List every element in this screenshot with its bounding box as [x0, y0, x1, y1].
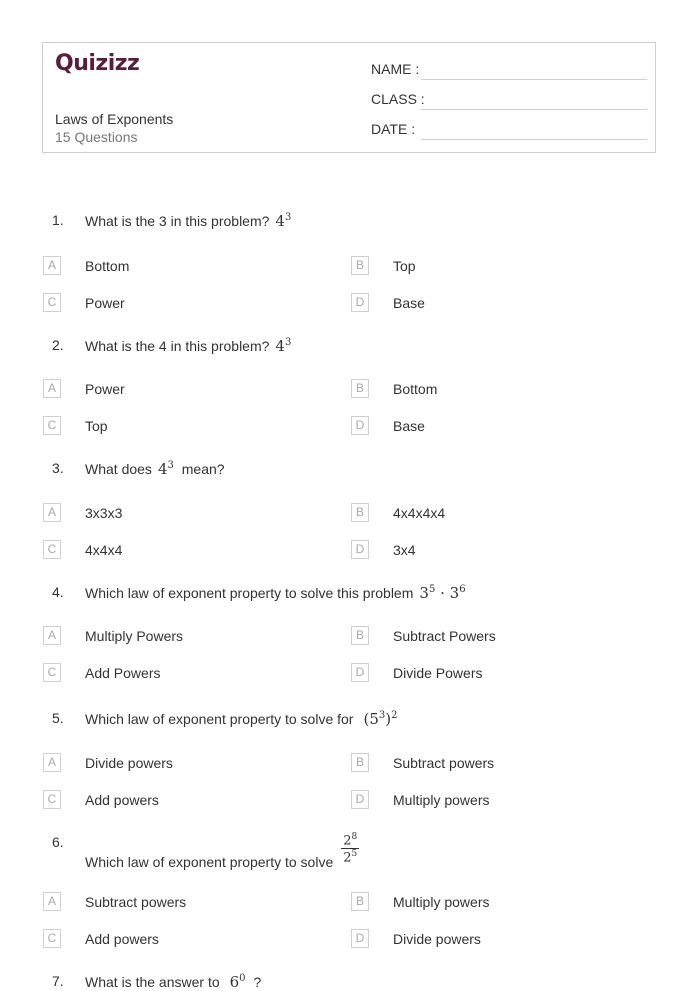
- option-a: 3x3x3: [85, 505, 123, 521]
- option-letter-c: C: [43, 293, 61, 312]
- math-expression: $3^5 \cdot 3^6$: [419, 584, 466, 602]
- option-letter-b: B: [351, 753, 369, 772]
- option-b: Multiply powers: [393, 894, 490, 910]
- question-number: 3.: [52, 460, 64, 476]
- question-text: What is the 4 in this problem? $4^3$: [85, 337, 292, 355]
- question-text: What does $4^3$ mean?: [85, 460, 225, 478]
- option-letter-a: A: [43, 256, 61, 275]
- option-letter-a: A: [43, 753, 61, 772]
- math-expression: $4^3$: [275, 212, 292, 230]
- question-text: Which law of exponent property to solve for $(5^3)^2$: [85, 710, 398, 728]
- option-c: Add Powers: [85, 665, 161, 681]
- question-text: What is the 3 in this problem? $4^3$: [85, 212, 292, 230]
- option-d: Base: [393, 295, 425, 311]
- option-c: 4x4x4: [85, 542, 123, 558]
- option-letter-b: B: [351, 379, 369, 398]
- option-letter-d: D: [351, 416, 369, 435]
- option-letter-c: C: [43, 790, 61, 809]
- option-letter-d: D: [351, 929, 369, 948]
- question-text: What is the answer to $6^0$ ?: [85, 973, 262, 991]
- option-letter-b: B: [351, 892, 369, 911]
- class-label: CLASS :: [371, 91, 425, 107]
- question-number: 1.: [52, 212, 64, 228]
- option-c: Top: [85, 418, 108, 434]
- math-expression: $(5^3)^2$: [363, 710, 398, 728]
- option-letter-a: A: [43, 892, 61, 911]
- option-letter-a: A: [43, 503, 61, 522]
- option-letter-c: C: [43, 416, 61, 435]
- option-c: Power: [85, 295, 125, 311]
- question-number: 6.: [52, 834, 64, 850]
- option-a: Multiply Powers: [85, 628, 184, 644]
- name-line: [421, 79, 647, 80]
- math-expression: $4^3$: [157, 460, 174, 478]
- option-letter-c: C: [43, 929, 61, 948]
- option-d: Base: [393, 418, 425, 434]
- option-letter-b: B: [351, 503, 369, 522]
- option-letter-a: A: [43, 379, 61, 398]
- option-a: Divide powers: [85, 755, 173, 771]
- option-letter-d: D: [351, 663, 369, 682]
- option-a: Subtract powers: [85, 894, 187, 910]
- option-letter-b: B: [351, 256, 369, 275]
- option-letter-c: C: [43, 663, 61, 682]
- worksheet-title: Laws of Exponents: [55, 111, 174, 127]
- question-number: 7.: [52, 973, 64, 989]
- option-a: Bottom: [85, 258, 130, 274]
- option-d: Multiply powers: [393, 792, 490, 808]
- option-a: Power: [85, 381, 125, 397]
- option-b: Bottom: [393, 381, 438, 397]
- question-number: 4.: [52, 584, 64, 600]
- math-expression: $4^3$: [275, 337, 292, 355]
- option-d: Divide Powers: [393, 665, 483, 681]
- option-b: Subtract Powers: [393, 628, 496, 644]
- math-expression: $6^0$: [229, 973, 246, 991]
- option-d: Divide powers: [393, 931, 481, 947]
- question-number: 2.: [52, 337, 64, 353]
- question-text: Which law of exponent property to solve $\frac{2^8}{2^5}$: [85, 832, 358, 870]
- question-number: 5.: [52, 710, 64, 726]
- date-line: [421, 139, 647, 140]
- option-letter-c: C: [43, 540, 61, 559]
- option-c: Add powers: [85, 931, 159, 947]
- option-c: Add powers: [85, 792, 159, 808]
- question-count: 15 Questions: [55, 129, 138, 145]
- option-letter-a: A: [43, 626, 61, 645]
- name-label: NAME :: [371, 61, 420, 77]
- option-letter-b: B: [351, 626, 369, 645]
- question-text: Which law of exponent property to solve this problem $3^5 \cdot 3^6$: [85, 584, 466, 602]
- option-letter-d: D: [351, 540, 369, 559]
- option-b: 4x4x4x4: [393, 505, 446, 521]
- math-fraction: $\frac{2^8}{2^5}$: [343, 832, 358, 866]
- option-b: Top: [393, 258, 416, 274]
- class-line: [421, 109, 647, 110]
- quizizz-logo: Quizizz: [55, 51, 140, 76]
- option-b: Subtract powers: [393, 755, 495, 771]
- option-letter-d: D: [351, 293, 369, 312]
- date-label: DATE :: [371, 121, 416, 137]
- worksheet-header: [42, 42, 656, 153]
- option-d: 3x4: [393, 542, 416, 558]
- option-letter-d: D: [351, 790, 369, 809]
